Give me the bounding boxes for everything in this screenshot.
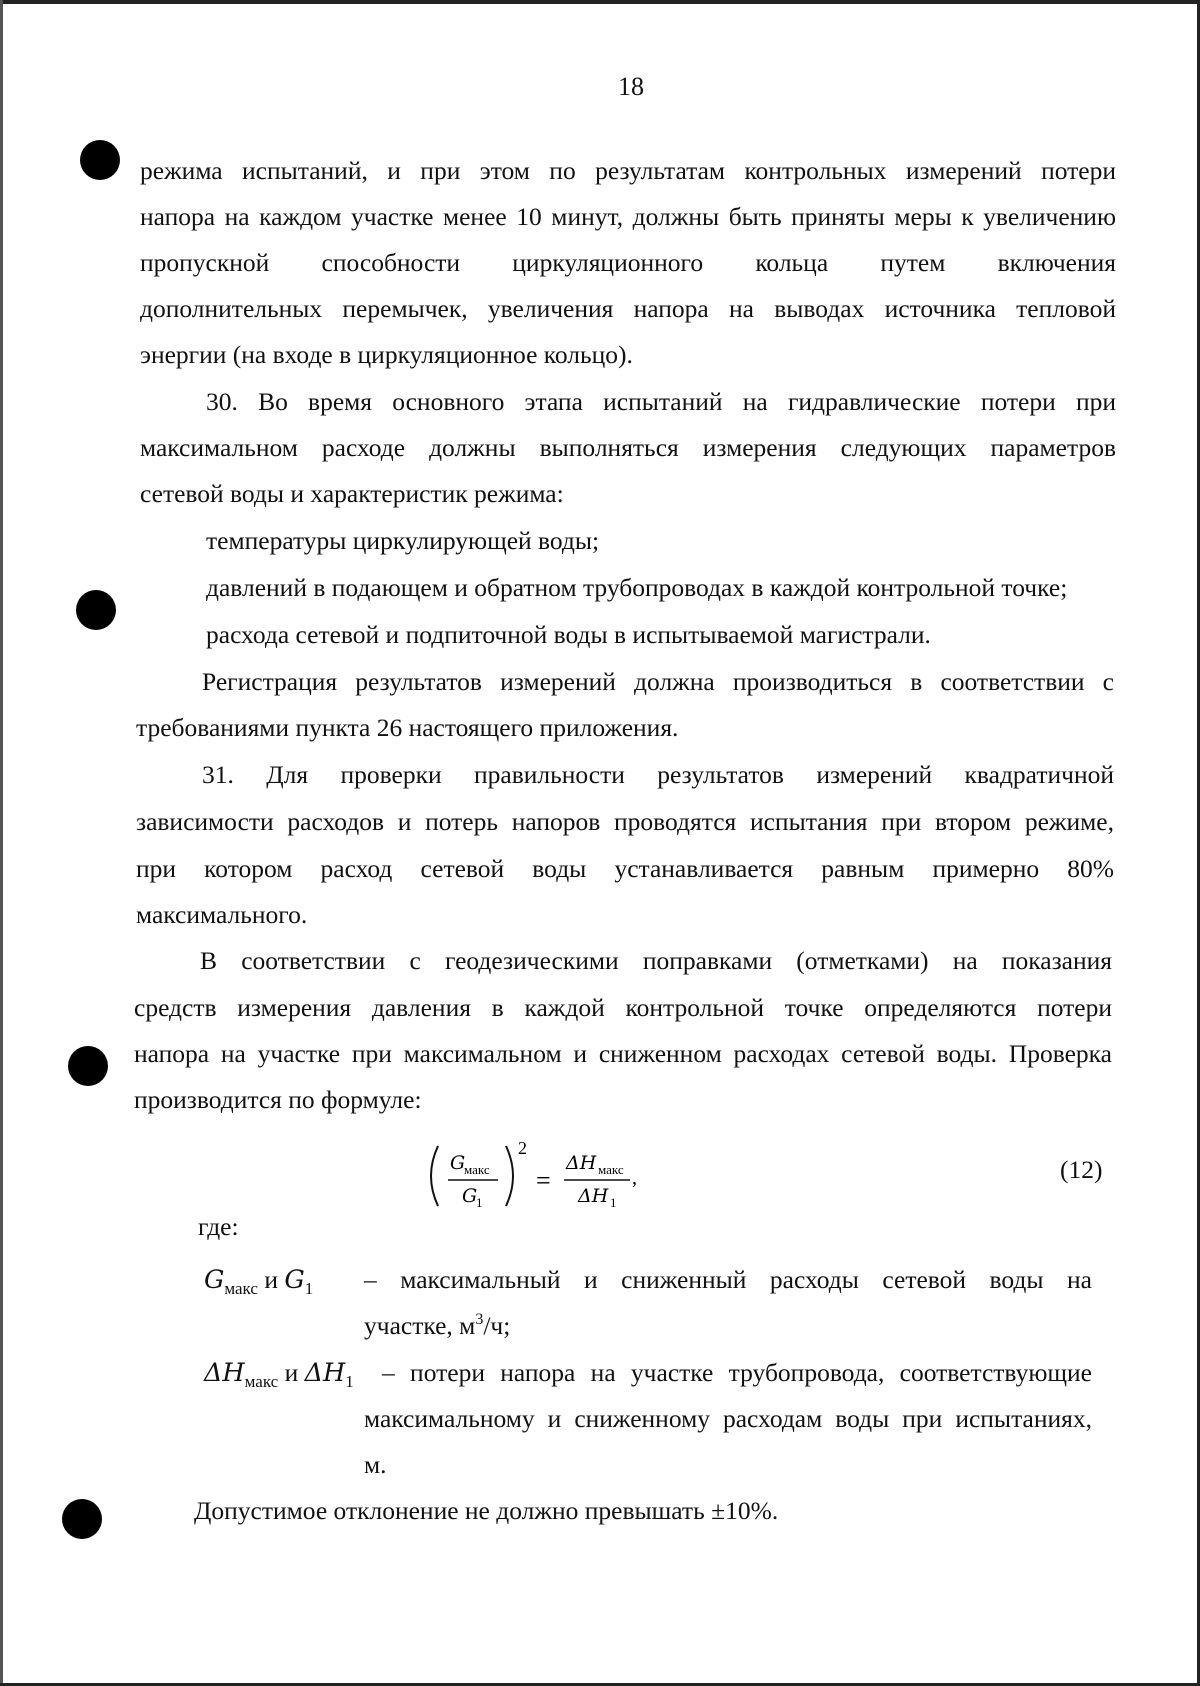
text-line: В соответствии с геодезическими поправками (отметками) на показания	[200, 946, 1112, 975]
punch-hole-1	[80, 140, 120, 180]
definition-text-2	[364, 1309, 510, 1343]
term-dh1-sub: 1	[345, 1372, 354, 1391]
term-g1: G	[284, 1265, 305, 1295]
equals-sign: =	[536, 1166, 551, 1195]
def-text-part: /ч;	[483, 1311, 511, 1340]
definition-term-head-loss	[204, 1356, 354, 1390]
definition-text: – потери напора на участке трубопровода, соответствующие	[382, 1358, 1092, 1387]
text-line: при котором расход сетевой воды устанавливается равным примерно 80%	[136, 854, 1114, 883]
denominator-dh: ΔH	[578, 1185, 609, 1207]
text-line: максимальном расходе должны выполняться измерения следующих параметров	[140, 433, 1116, 462]
text-line: сетевой воды и характеристик режима:	[140, 479, 564, 508]
term-g: G	[204, 1265, 225, 1295]
definition-text: – максимальный и сниженный расходы сетевой воды на	[364, 1265, 1092, 1294]
denominator-g: G	[462, 1185, 478, 1207]
text-line: пропускной способности циркуляционного кольца путем включения	[140, 248, 1116, 277]
text-line: дополнительных перемычек, увеличения напора на выводах источника тепловой	[140, 294, 1116, 323]
term-dh: ΔH	[204, 1358, 245, 1388]
text-line: производится по формуле:	[134, 1085, 422, 1114]
definition-term-flow	[204, 1263, 313, 1297]
text-line: режима испытаний, и при этом по результатам контрольных измерений потери	[140, 156, 1116, 185]
left-paren	[431, 1146, 438, 1206]
text-line: максимального.	[136, 900, 308, 929]
superscript-3: 3	[475, 1311, 484, 1328]
tolerance-text: Допустимое отклонение не должно превышать ±10%.	[194, 1496, 779, 1525]
text-line: Регистрация результатов измерений должна производиться в соответствии с	[202, 667, 1114, 696]
def-text-part: участке, м	[364, 1311, 476, 1340]
term-g-sub: макс	[224, 1279, 258, 1298]
denominator-dh-sub: 1	[610, 1195, 617, 1210]
definition-text: м.	[364, 1450, 387, 1479]
term-and: и	[278, 1358, 305, 1387]
punch-hole-2	[76, 590, 116, 630]
term-dh-sub: макс	[244, 1372, 279, 1391]
list-item: давлений в подающем и обратном трубопроводах в каждой контрольной точке;	[206, 573, 1068, 602]
equation-number: (12)	[1060, 1155, 1103, 1184]
punch-hole-4	[62, 1499, 102, 1539]
text-line: напора на каждом участке менее 10 минут, должны быть приняты меры к увеличению	[140, 202, 1116, 231]
text-line: энергии (на входе в циркуляционное кольцо).	[140, 340, 633, 369]
text-line: зависимости расходов и потерь напоров проводятся испытания при втором режиме,	[136, 807, 1114, 836]
numerator-dh-sub: макс	[598, 1162, 624, 1177]
list-item: расхода сетевой и подпиточной воды в испытываемой магистрали.	[206, 620, 931, 649]
text-line: 30. Во время основного этапа испытаний на гидравлические потери при	[206, 387, 1116, 416]
where-label: где:	[198, 1212, 239, 1241]
formula-comma: ,	[632, 1167, 637, 1189]
list-item: температуры циркулирующей воды;	[206, 526, 600, 555]
text-line: требованиями пункта 26 настоящего приложения.	[136, 713, 679, 742]
numerator-g: G	[450, 1152, 466, 1174]
numerator-dh: ΔH	[566, 1152, 597, 1174]
page-number: 18	[618, 72, 644, 101]
formula-12	[426, 1136, 666, 1216]
term-dh1: ΔH	[304, 1358, 346, 1388]
text-line: 31. Для проверки правильности результатов измерений квадратичной	[202, 760, 1114, 789]
definition-text: максимальному и сниженному расходам воды при испытаниях,	[364, 1404, 1092, 1433]
punch-hole-3	[68, 1046, 108, 1086]
exponent: 2	[518, 1138, 527, 1158]
scan-border-left	[0, 0, 3, 1686]
term-and: и	[257, 1265, 285, 1294]
scan-border-top	[0, 0, 1200, 4]
text-line: средств измерения давления в каждой контрольной точке определяются потери	[134, 993, 1112, 1022]
numerator-g-sub: макс	[464, 1162, 490, 1177]
term-g1-sub: 1	[304, 1279, 314, 1298]
denominator-g-sub: 1	[476, 1195, 483, 1210]
text-line: напора на участке при максимальном и сниженном расходах сетевой воды. Проверка	[134, 1039, 1112, 1068]
right-paren	[506, 1146, 513, 1206]
